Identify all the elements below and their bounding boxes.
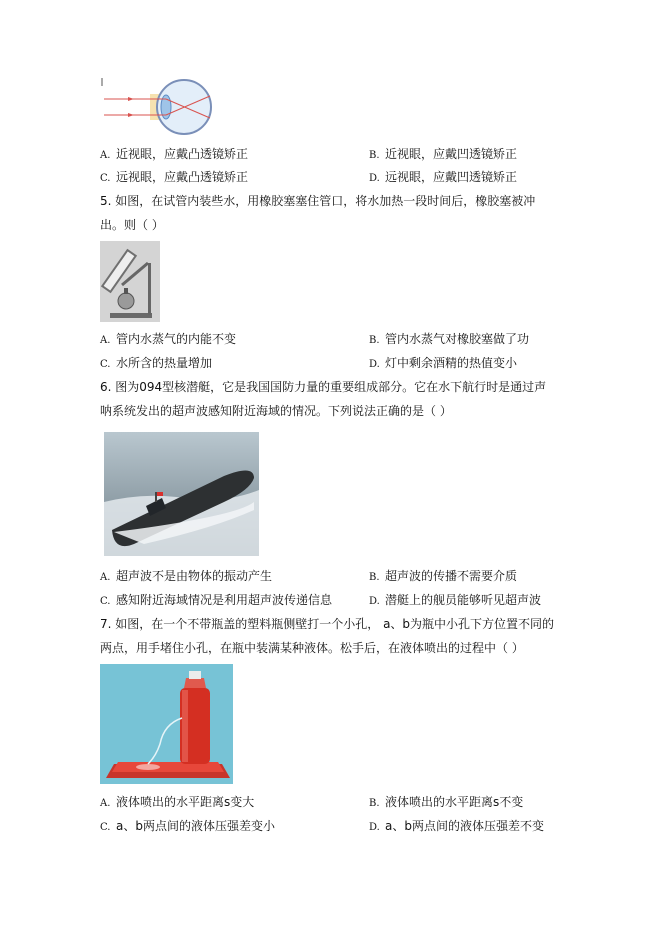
q5-option-a[interactable]: A. 管内水蒸气的内能不变 — [100, 332, 237, 346]
q5-option-c[interactable]: C. 水所含的热量增加 — [100, 356, 213, 370]
q6-stem-line1: 6. 图为094型核潜艇，它是我国国防力量的重要组成部分。它在水下航行时是通过声 — [100, 380, 547, 394]
q6-option-b[interactable]: B. 超声波的传播不需要介质 — [369, 569, 518, 583]
q5-stem-line1: 5. 如图，在试管内装些水，用橡胶塞塞住管口，将水加热一段时间后，橡胶塞被冲 — [100, 194, 536, 208]
q4-option-b[interactable]: B. 近视眼，应戴凹透镜矫正 — [369, 147, 518, 161]
q7-stem-line2: 两点，用手堵住小孔，在瓶中装满某种液体。松手后，在液体喷出的过程中（ ） — [100, 641, 524, 655]
q7-option-d[interactable]: D. a、b两点间的液体压强差不变 — [369, 819, 544, 833]
test-tube-photo — [100, 241, 160, 322]
q5-option-b[interactable]: B. 管内水蒸气对橡胶塞做了功 — [369, 332, 530, 346]
bottle-photo — [100, 664, 233, 784]
q7-stem-line1: 7. 如图，在一个不带瓶盖的塑料瓶侧壁打一个小孔， a、b为瓶中小孔下方位置不同的 — [100, 617, 555, 631]
q4-option-a[interactable]: A. 近视眼，应戴凸透镜矫正 — [100, 147, 249, 161]
submarine-photo — [104, 432, 259, 556]
eye-diagram — [100, 78, 215, 138]
q7-option-b[interactable]: B. 液体喷出的水平距离s不变 — [369, 795, 524, 809]
q7-option-a[interactable]: A. 液体喷出的水平距离s变大 — [100, 795, 255, 809]
q6-stem-line2: 呐系统发出的超声波感知附近海域的情况。下列说法正确的是（ ） — [100, 404, 452, 418]
q6-option-c[interactable]: C. 感知附近海域情况是利用超声波传递信息 — [100, 593, 333, 607]
q6-option-d[interactable]: D. 潜艇上的舰员能够听见超声波 — [369, 593, 542, 607]
q6-option-a[interactable]: A. 超声波不是由物体的振动产生 — [100, 569, 273, 583]
q5-option-d[interactable]: D. 灯中剩余酒精的热值变小 — [369, 356, 518, 370]
q7-option-c[interactable]: C. a、b两点间的液体压强差变小 — [100, 819, 275, 833]
q4-option-d[interactable]: D. 远视眼，应戴凹透镜矫正 — [369, 170, 518, 184]
q4-option-c[interactable]: C. 远视眼，应戴凸透镜矫正 — [100, 170, 249, 184]
q5-stem-line2: 出。则（ ） — [100, 218, 164, 232]
